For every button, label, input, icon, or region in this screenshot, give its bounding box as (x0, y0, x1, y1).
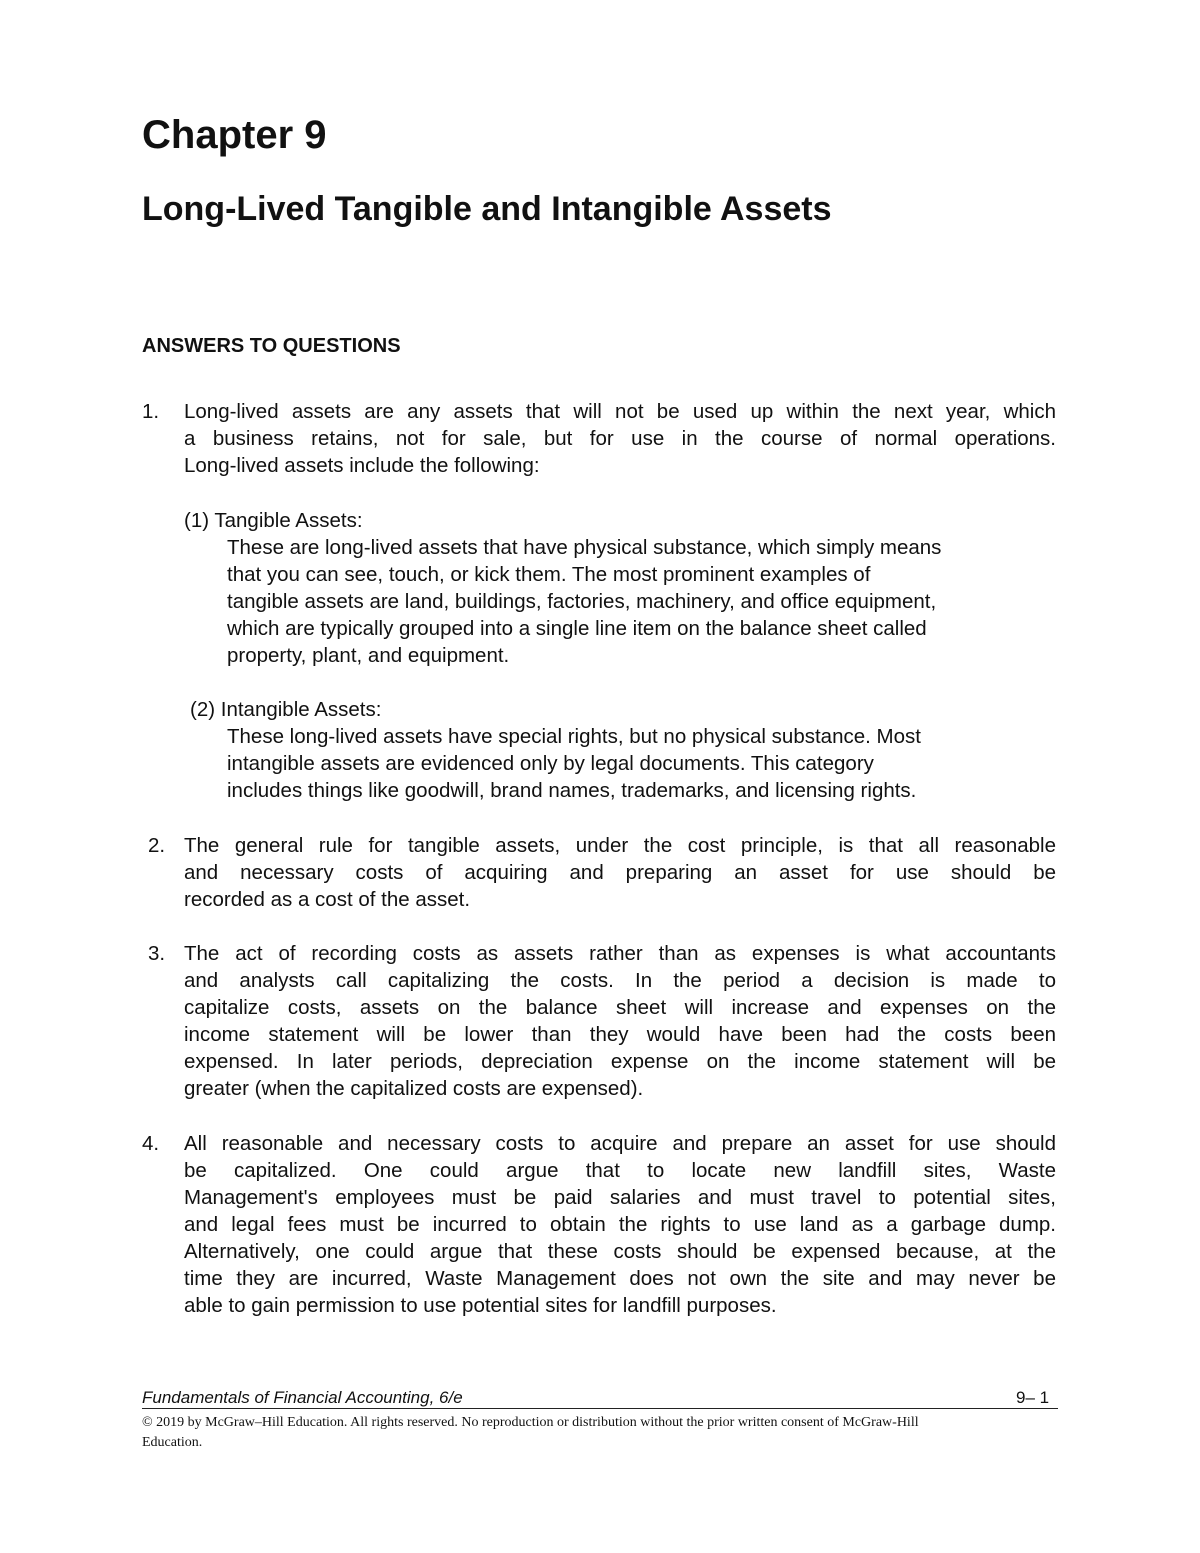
text-line: able to gain permission to use potential sites for landfill purposes. (184, 1294, 777, 1317)
answer-3-text (184, 940, 1056, 1102)
text-line: The act of recording costs as assets rather than as expenses is what accountants (184, 942, 1056, 965)
text-line: recorded as a cost of the asset. (184, 888, 471, 911)
copyright-line-1: © 2019 by McGraw–Hill Education. All rights reserved. No reproduction or distribution without the prior written consent of McGraw-Hill (142, 1415, 919, 1430)
text-line: and necessary costs of acquiring and preparing an asset for use should be (184, 861, 1056, 884)
text-line: be capitalized. One could argue that to locate new landfill sites, Waste (184, 1159, 1056, 1182)
footer-book-title: Fundamentals of Financial Accounting, 6/e (142, 1388, 463, 1407)
text-line: time they are incurred, Waste Management does not own the site and may never be (184, 1267, 1056, 1290)
text-line: Long-lived assets are any assets that will not be used up within the next year, which (184, 400, 1056, 423)
text-line: These are long-lived assets that have physical substance, which simply means (227, 536, 942, 559)
copyright-notice (142, 1413, 1042, 1453)
section-heading: ANSWERS TO QUESTIONS (142, 335, 401, 357)
text-line: capitalize costs, assets on the balance sheet will increase and expenses on the (184, 996, 1056, 1019)
text-line: greater (when the capitalized costs are expensed). (184, 1077, 644, 1100)
subitem-tangible-text (227, 534, 1057, 669)
subitem-intangible-text (227, 723, 1057, 804)
text-line: income statement will be lower than they would have been had the costs been (184, 1023, 1056, 1046)
chapter-title: Long-Lived Tangible and Intangible Assets (142, 190, 832, 228)
answer-4-text (184, 1130, 1056, 1319)
footer-page-number: 9– 1 (1016, 1388, 1050, 1407)
text-line: that you can see, touch, or kick them. The most prominent examples of (227, 563, 871, 586)
answer-1-number: 1. (142, 400, 160, 423)
answer-4-number: 4. (142, 1132, 160, 1155)
text-line: and analysts call capitalizing the costs. In the period a decision is made to (184, 969, 1056, 992)
text-line: Management's employees must be paid salaries and must travel to potential sites, (184, 1186, 1056, 1209)
text-line: a business retains, not for sale, but for use in the course of normal operations. (184, 427, 1056, 450)
copyright-line-2: Education. (142, 1435, 203, 1450)
text-line: includes things like goodwill, brand names, trademarks, and licensing rights. (227, 779, 917, 802)
text-line: Alternatively, one could argue that these costs should be expensed because, at the (184, 1240, 1056, 1263)
subitem-intangible-label: (2) Intangible Assets: (190, 698, 382, 721)
answer-3-number: 3. (148, 942, 166, 965)
subitem-tangible-label: (1) Tangible Assets: (184, 509, 363, 532)
answer-2-number: 2. (148, 834, 166, 857)
text-line: tangible assets are land, buildings, factories, machinery, and office equipment, (227, 590, 937, 613)
text-line: The general rule for tangible assets, under the cost principle, is that all reasonable (184, 834, 1056, 857)
answer-2-text (184, 832, 1056, 913)
text-line: All reasonable and necessary costs to acquire and prepare an asset for use should (184, 1132, 1056, 1155)
answer-1-text (184, 398, 1056, 479)
text-line: These long-lived assets have special rights, but no physical substance. Most (227, 725, 921, 748)
footer-divider (142, 1408, 1058, 1409)
text-line: expensed. In later periods, depreciation expense on the income statement will be (184, 1050, 1056, 1073)
text-line: and legal fees must be incurred to obtain the rights to use land as a garbage dump. (184, 1213, 1056, 1236)
text-line: intangible assets are evidenced only by legal documents. This category (227, 752, 874, 775)
text-line: property, plant, and equipment. (227, 644, 510, 667)
text-line: which are typically grouped into a single line item on the balance sheet called (227, 617, 927, 640)
text-line: Long-lived assets include the following: (184, 454, 540, 477)
chapter-number: Chapter 9 (142, 113, 327, 157)
